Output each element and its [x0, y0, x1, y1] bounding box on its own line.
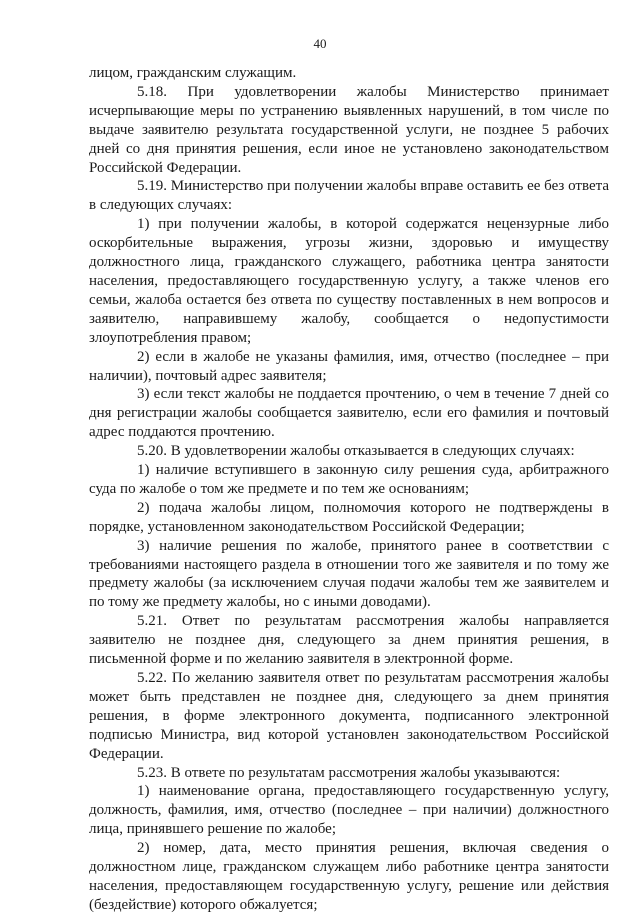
page-number: 40 [313, 36, 327, 51]
paragraph-5-19-item-1: 1) при получении жалобы, в которой содержатся нецензурные либо оскорбительные выражения, угрозы жизни, здоровью и имуществу должностного лица, гражданского служащего, работника центра занятости населения, предоставляющего государственную услугу, а также членов его семьи, жалоба остается без ответа по существу поставленных в нем вопросов и заявителю, направившему жалобу, сообщается о недопустимости злоупотребления правом; [89, 216, 609, 346]
paragraph-5-20-item-1: 1) наличие вступившего в законную силу решения суда, арбитражного суда по жалобе о том же предмете и по тем же основаниям; [89, 462, 609, 497]
paragraph-5-22: 5.22. По желанию заявителя ответ по результатам рассмотрения жалобы может быть представлен не позднее дня, следующего за днем принятия решения, в форме электронного документа, подписанного электронной подписью Министра, вид которой установлен законодательством Российской Федерации. [89, 670, 609, 762]
paragraph-continuation: лицом, гражданским служащим. [89, 65, 297, 81]
paragraph-5-23: 5.23. В ответе по результатам рассмотрения жалобы указываются: [137, 764, 561, 781]
paragraph-5-19: 5.19. Министерство при получении жалобы вправе оставить ее без ответа в следующих случаях: [89, 178, 610, 214]
paragraph-5-20: 5.20. В удовлетворении жалобы отказывается в следующих случаях: [137, 443, 575, 460]
paragraph-5-19-item-2: 2) если в жалобе не указаны фамилия, имя, отчество (последнее – при наличии), почтовый адрес заявителя; [89, 348, 609, 384]
paragraph-5-20-item-2: 2) подача жалобы лицом, полномочия которого не подтверждены в порядке, установленном законодательством Российской Федерации; [89, 499, 609, 535]
document-body [89, 64, 609, 915]
paragraph-5-20-item-3: 3) наличие решения по жалобе, принятого ранее в соответствии с требованиями настоящего раздела в отношении того же заявителя и по тому же предмету жалобы (за исключением случая подачи жалобы тем же заявителем и по тому же предмету жалобы, но с иными доводами). [89, 537, 609, 611]
paragraph-5-21: 5.21. Ответ по результатам рассмотрения жалобы направляется заявителю не позднее дня, следующего за днем принятия решения, в письменной форме и по желанию заявителя в электронной форме. [89, 613, 609, 668]
paragraph-5-23-item-1: 1) наименование органа, предоставляющего государственную услугу, должность, фамилия, имя, отчество (последнее – при наличии) должностного лица, принявшего решение по жалобе; [89, 783, 609, 838]
paragraph-5-23-item-2: 2) номер, дата, место принятия решения, включая сведения о должностном лице, гражданском служащем либо работнике центра занятости населения, предоставляющем государственную услугу, решение или действия (бездействие) которого обжалуется; [89, 840, 609, 913]
paragraph-5-18: 5.18. При удовлетворении жалобы Министерство принимает исчерпывающие меры по устранению выявленных нарушений, в том числе по выдаче заявителю результата государственной услуги, не позднее 5 рабочих дней со дня принятия решения, если иное не установлено законодательством Российской Федерации. [89, 83, 609, 176]
paragraph-5-19-item-3: 3) если текст жалобы не поддается прочтению, о чем в течение 7 дней со дня регистрации жалобы сообщается заявителю, если его фамилия и почтовый адрес поддаются прочтению. [89, 386, 609, 441]
